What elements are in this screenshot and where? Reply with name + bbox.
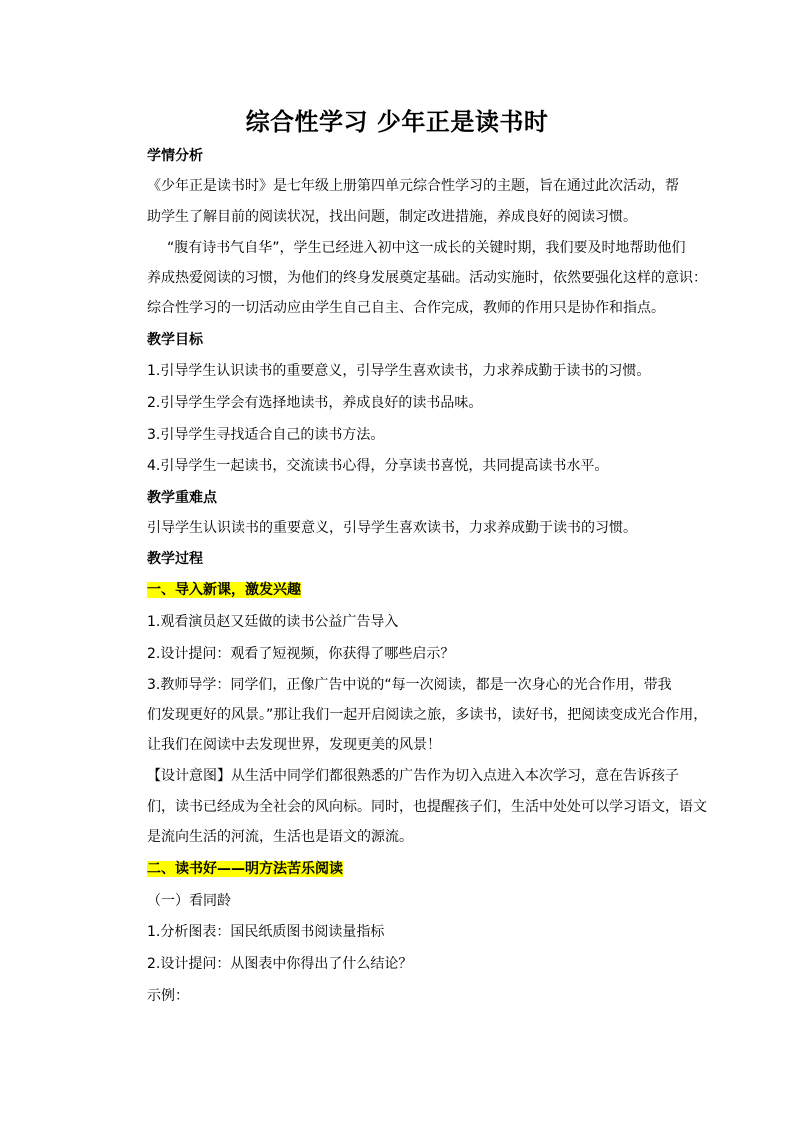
- section-heading-process: 教学过程: [147, 551, 203, 567]
- paragraph-line: 3.教师导学：同学们，正像广告中说的“每一次阅读，都是一次身心的光合作用，带我: [147, 677, 672, 693]
- goal-item: 3.引导学生寻找适合自己的读书方法。: [147, 427, 385, 443]
- step2-item: 1.分析图表：国民纸质图书阅读量指标: [147, 924, 385, 940]
- step1-item: 2.设计提问：观看了短视频，你获得了哪些启示？: [147, 646, 455, 662]
- step2-heading-line: [147, 859, 343, 879]
- paragraph-line: “腹有诗书气自华”，学生已经进入初中这一成长的关键时期，我们要及时地帮助他们: [167, 240, 686, 256]
- key-text: 引导学生认识读书的重要意义，引导学生喜欢读书，力求养成勤于读书的习惯。: [147, 520, 637, 536]
- example-label: 示例：: [147, 988, 189, 1004]
- step1-item: 1.观看演员赵又廷做的读书公益广告导入: [147, 614, 399, 630]
- design-intent-line: 们，读书已经成为全社会的风向标。同时，也提醒孩子们，生活中处处可以学习语文，语文: [147, 799, 707, 815]
- step1-heading: 一、导入新课，激发兴趣: [147, 582, 301, 598]
- goal-item: 4.引导学生一起读书，交流读书心得，分享读书喜悦，共同提高读书水平。: [147, 458, 609, 474]
- step2-heading: 二、读书好——明方法苦乐阅读: [147, 861, 343, 877]
- section-heading-analysis: 学情分析: [147, 148, 203, 164]
- goal-item: 2.引导学生学会有选择地读书，养成良好的读书品味。: [147, 395, 483, 411]
- paragraph-line: 助学生了解目前的阅读状况，找出问题，制定改进措施，养成良好的阅读习惯。: [147, 209, 637, 225]
- paragraph-line: 们发现更好的风景。”那让我们一起开启阅读之旅，多读书，读好书，把阅读变成光合作用，: [147, 707, 708, 723]
- step1-heading-line: [147, 580, 301, 600]
- section-heading-key: 教学重难点: [147, 490, 217, 506]
- goal-item: 1.引导学生认识读书的重要意义，引导学生喜欢读书，力求养成勤于读书的习惯。: [147, 363, 651, 379]
- step2-item: 2.设计提问：从图表中你得出了什么结论？: [147, 956, 413, 972]
- paragraph-line: 养成热爱阅读的习惯，为他们的终身发展奠定基础。活动实施时，依然要强化这样的意识：: [147, 270, 707, 286]
- sub-heading: （一）看同龄: [147, 893, 231, 909]
- page-title: 综合性学习 少年正是读书时: [245, 108, 549, 136]
- paragraph-line: 综合性学习的一切活动应由学生自己自主、合作完成，教师的作用只是协作和指点。: [147, 300, 665, 316]
- section-heading-goals: 教学目标: [147, 332, 203, 348]
- design-intent-line: 是流向生活的河流，生活也是语文的源流。: [147, 829, 413, 845]
- design-intent-line: 【设计意图】从生活中同学们都很熟悉的广告作为切入点进入本次学习，意在告诉孩子: [147, 768, 679, 784]
- paragraph-line: 《少年正是读书时》是七年级上册第四单元综合性学习的主题，旨在通过此次活动，帮: [147, 178, 679, 194]
- paragraph-line: 让我们在阅读中去发现世界，发现更美的风景！: [147, 737, 441, 753]
